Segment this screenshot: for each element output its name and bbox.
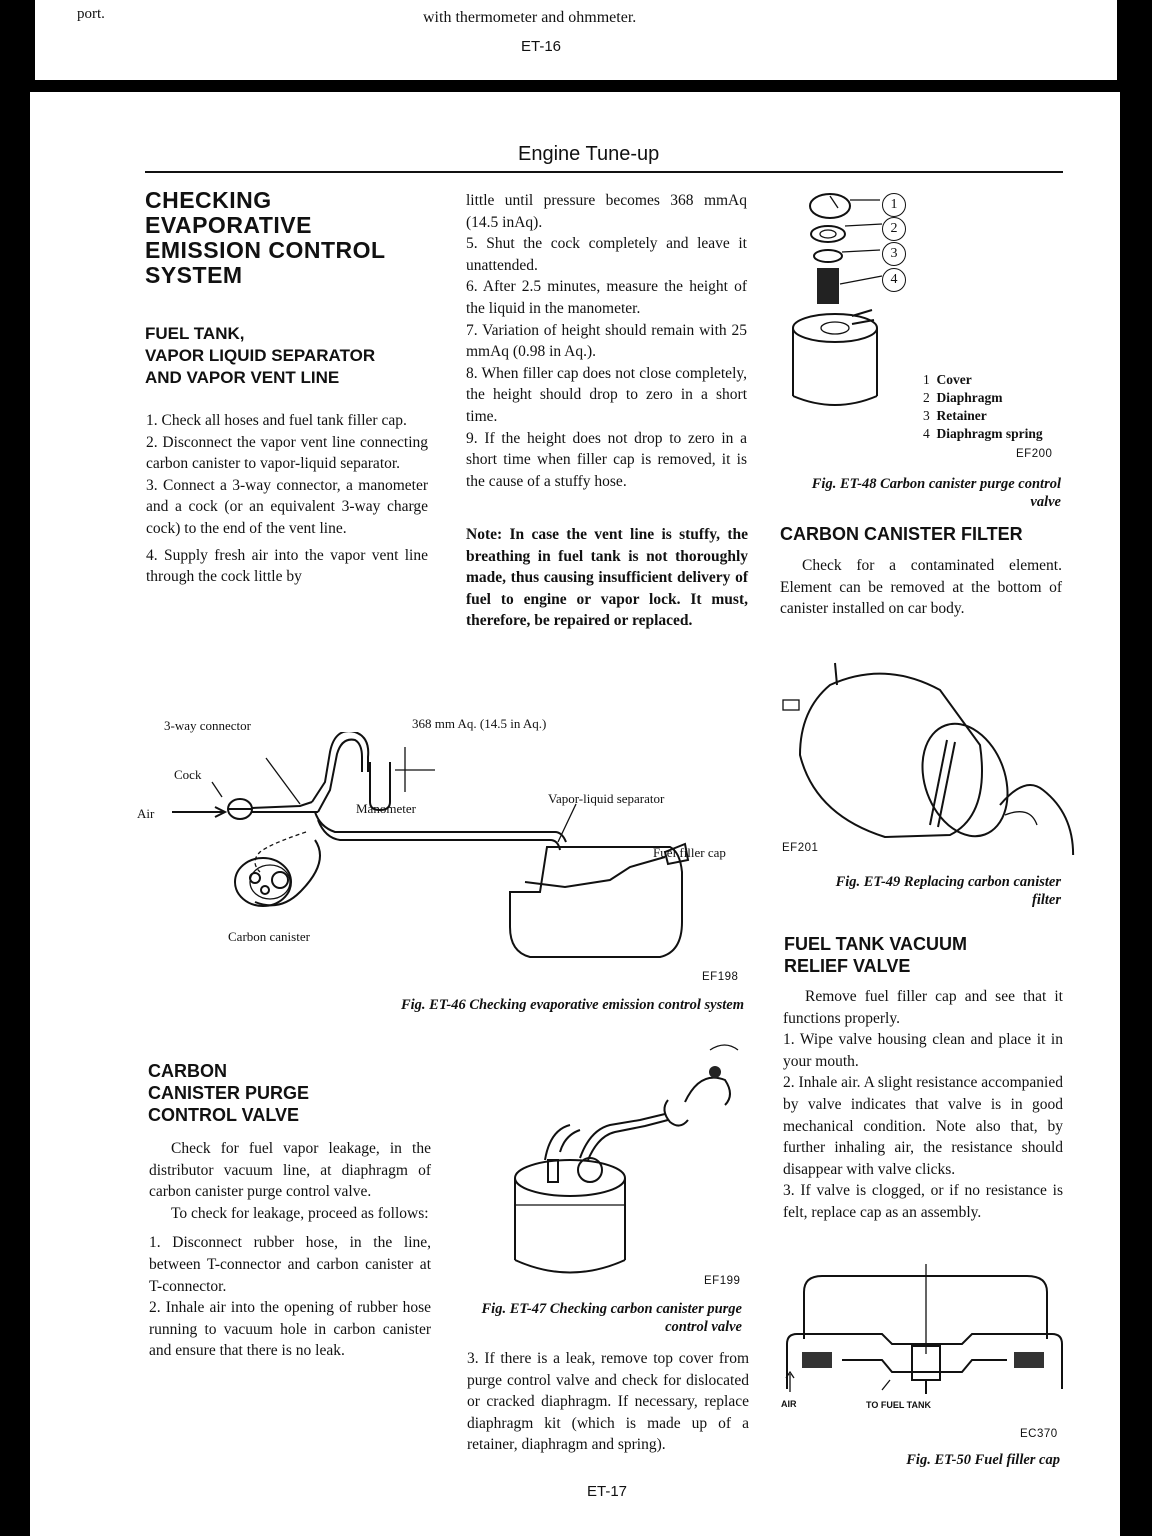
fig48-code: EF200 <box>1016 448 1053 460</box>
fig50-to-tank-label: TO FUEL TANK <box>866 1400 931 1410</box>
relief-step-3: 3. If valve is clogged, or if no resistance is felt, replace cap as an assembly. <box>783 1182 1063 1221</box>
evap-system-diagram <box>130 732 750 1002</box>
fig48-caption: Fig. ET-48 Carbon canister purge control valve <box>811 476 1061 510</box>
relief-valve-body <box>783 986 1063 1224</box>
fig50-caption: Fig. ET-50 Fuel filler cap <box>906 1452 1060 1468</box>
purge-step-3: 3. If there is a leak, remove top cover from purge control valve and check for dislocated or cracked diaphragm. If necessary, replace diaphragm kit (which is made up of a retainer, diaphragm and spring). <box>467 1350 749 1454</box>
evap-step-8: 8. When filler cap does not close completely, the height should drop to zero in a short time. <box>466 364 747 425</box>
subsection-title-fuel-tank: FUEL TANK, VAPOR LIQUID SEPARATOR AND VAPOR VENT LINE <box>145 324 376 387</box>
evap-step-5: 5. Shut the cock completely and leave it unattended. <box>466 235 747 274</box>
callout-2: 2 <box>882 217 906 241</box>
callout-1: 1 <box>882 193 906 217</box>
evap-steps-column2 <box>466 190 747 492</box>
header-rule <box>145 171 1063 173</box>
page-header-title: Engine Tune-up <box>518 143 660 165</box>
purge-valve-check-drawing <box>500 1040 740 1280</box>
canister-filter-drawing <box>775 655 1075 855</box>
purge-step-1: 1. Disconnect rubber hose, in the line, between T-connector and carbon canister at T-connector. <box>149 1234 431 1295</box>
fig50-air-label: AIR <box>781 1399 797 1409</box>
evap-step-4-cont: little until pressure becomes 368 mmAq (14.5 inAq). <box>466 192 747 231</box>
page-number: ET-17 <box>587 1483 628 1500</box>
label-vapor-liquid-separator: Vapor-liquid separator <box>548 791 665 806</box>
relief-step-1: 1. Wipe valve housing clean and place it in your mouth. <box>783 1031 1063 1070</box>
fig46-code: EF198 <box>702 971 739 983</box>
evap-step-2: 2. Disconnect the vapor vent line connecting carbon canister to vapor-liquid separator. <box>146 433 428 473</box>
fig49-caption: Fig. ET-49 Replacing carbon canister filter <box>835 874 1061 908</box>
purge-valve-body <box>149 1138 431 1362</box>
label-manometer: Manometer <box>356 801 416 816</box>
purge-step-2: 2. Inhale air into the opening of rubber hose running to vacuum hole in carbon canister and ensure that there is no leak. <box>149 1299 431 1360</box>
evap-step-1: 1. Check all hoses and fuel tank filler cap. <box>146 412 407 429</box>
label-pressure: 368 mm Aq. (14.5 in Aq.) <box>412 716 547 731</box>
document-page <box>30 92 1120 1536</box>
section-title-purge-valve: CARBON CANISTER PURGE CONTROL VALVE <box>148 1061 310 1125</box>
evap-step-3: 3. Connect a 3-way connector, a manometer and a cock (or an equivalent 3-way charge cock) to the end of the vent line. <box>146 476 428 537</box>
purge-paragraph-2: To check for leakage, proceed as follows: <box>171 1204 429 1222</box>
canister-filter-body: Check for a contaminated element. Element can be removed at the bottom of canister installed on car body. <box>780 557 1062 618</box>
relief-step-2: 2. Inhale air. A slight resistance accompanied by valve indicates that valve is in good mechanical condition. Note also that, by further inhaling air, the resistance should disappear with valve clicks. <box>783 1074 1063 1178</box>
evap-steps-column1 <box>146 410 428 588</box>
label-3way-connector: 3-way connector <box>164 718 251 733</box>
label-cock: Cock <box>174 767 202 782</box>
fuel-filler-cap-drawing <box>782 1264 1067 1414</box>
relief-intro: Remove fuel filler cap and see that it functions properly. <box>783 988 1063 1027</box>
purge-valve-exploded-drawing <box>790 188 940 408</box>
previous-page-number: ET-16 <box>521 38 562 55</box>
left-text-fragment: port. <box>77 6 105 22</box>
callout-3: 3 <box>882 242 906 266</box>
label-fuel-filler-cap: Fuel filler cap <box>653 845 726 860</box>
purge-paragraph-1: Check for fuel vapor leakage, in the distributor vacuum line, at diaphragm of carbon canister purge control valve. <box>149 1140 431 1201</box>
label-air: Air <box>137 806 155 821</box>
evap-step-6: 6. After 2.5 minutes, measure the height of the liquid in the manometer. <box>466 278 747 317</box>
right-text-fragment: with thermometer and ohmmeter. <box>423 9 637 26</box>
evap-step-9: 9. If the height does not drop to zero in a short time when filler cap is removed, it is the cause of a stuffy hose. <box>466 429 747 490</box>
fig47-code: EF199 <box>704 1275 741 1287</box>
section-title-evaporative: CHECKING EVAPORATIVE EMISSION CONTROL SYSTEM <box>145 187 386 288</box>
previous-page-fragment <box>35 0 1117 80</box>
fig50-code: EC370 <box>1020 1428 1058 1440</box>
evap-step-7: 7. Variation of height should remain with 25 mmAq (0.98 in Aq.). <box>466 321 747 361</box>
fig48-legend: 1 Cover 2 Diaphragm 3 Retainer 4 Diaphragm spring <box>923 372 1043 441</box>
fig47-caption: Fig. ET-47 Checking carbon canister purge control valve <box>481 1301 742 1335</box>
label-carbon-canister: Carbon canister <box>228 929 310 944</box>
fig49-code: EF201 <box>782 842 819 854</box>
fig46-caption: Fig. ET-46 Checking evaporative emission control system <box>400 997 744 1013</box>
evap-step-4: 4. Supply fresh air into the vapor vent line through the cock little by <box>146 546 428 586</box>
section-title-canister-filter: CARBON CANISTER FILTER <box>780 524 1023 544</box>
section-title-relief-valve: FUEL TANK VACUUM RELIEF VALVE <box>784 934 967 976</box>
callout-4: 4 <box>882 268 906 292</box>
evap-note: Note: In case the vent line is stuffy, the breathing in fuel tank is not thoroughly made, thus causing insufficient delivery of fuel to engine or vapor lock. It must, therefore, be repaired or replaced. <box>466 526 748 630</box>
